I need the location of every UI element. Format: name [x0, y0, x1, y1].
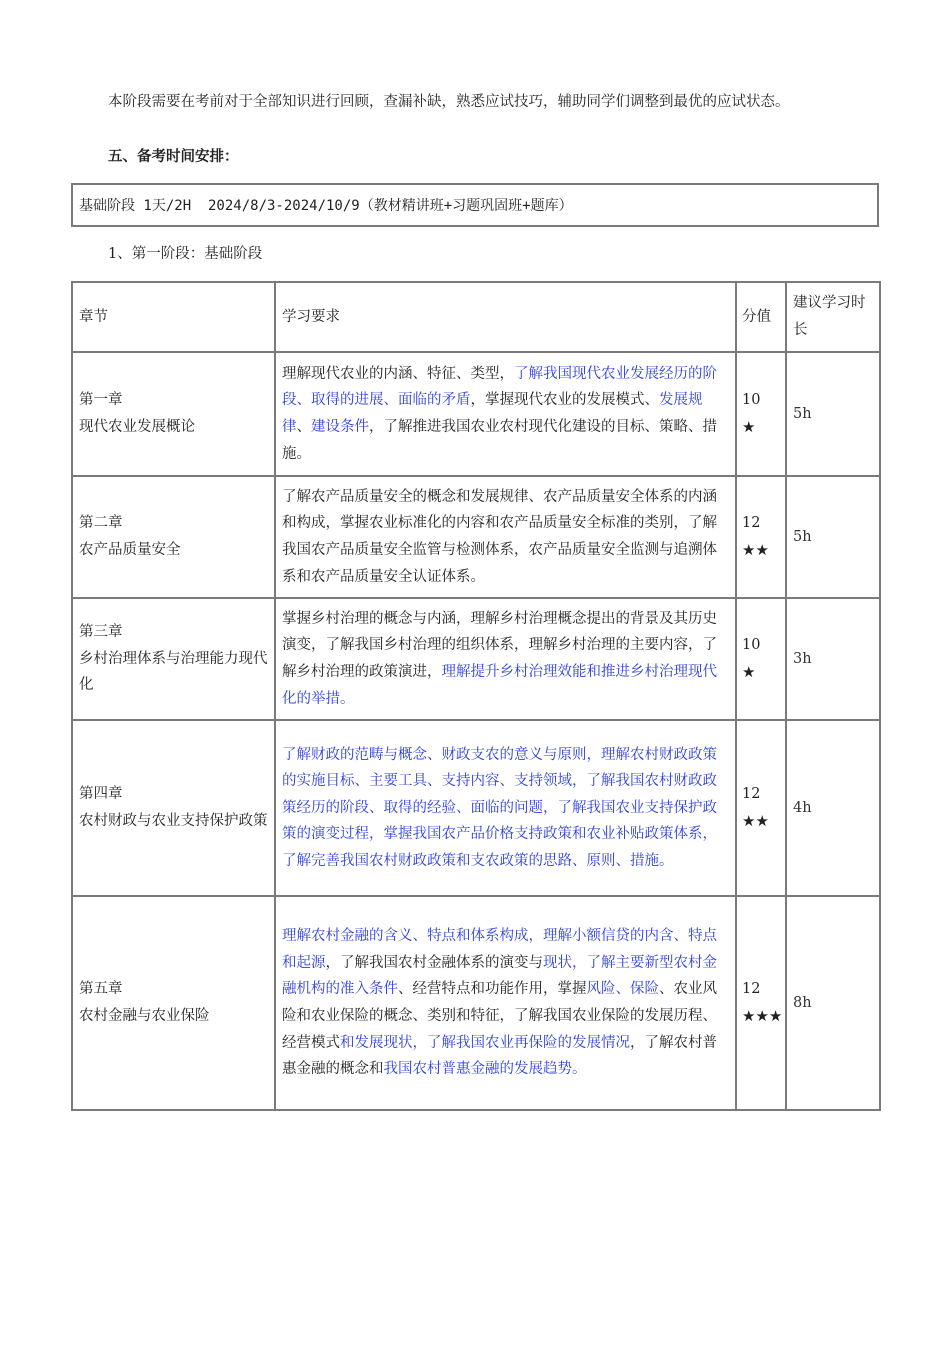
requirement-text-emphasis: 现状	[543, 954, 572, 971]
table-row	[72, 896, 880, 1110]
schedule-text: 基础阶段 1天/2H 2024/8/3-2024/10/9（教材精讲班+习题巩固班+题库）	[79, 198, 573, 214]
hours-cell: 8h	[786, 896, 880, 1110]
requirement-cell	[275, 720, 736, 896]
hours-cell: 3h	[786, 598, 880, 720]
chapter-title: 农村金融与农业保险	[79, 1008, 210, 1024]
chapter-title: 乡村治理体系与治理能力现代化	[79, 650, 268, 694]
score-value: 10	[742, 392, 761, 409]
requirement-cell	[275, 476, 736, 598]
score-cell	[736, 476, 786, 598]
chapter-number: 第五章	[79, 981, 123, 998]
requirement-text: ，了解我国农村金融体系的演变与	[325, 954, 543, 971]
requirement-text-emphasis: 了解我国现代农业发展经历的阶段、取得的进展、面临的矛盾	[282, 365, 717, 409]
requirement-text-emphasis: 理解农村金融的含义、特点和体系构成，理解小额信贷的内含、特点和起源	[282, 928, 717, 971]
requirement-text-emphasis: 风险、保险	[586, 981, 659, 998]
requirement-cell	[275, 896, 736, 1110]
requirement-text: 了解农产品质量安全的概念和发展规律、农产品质量安全体系的内涵和构成，掌握农业标准化的内容和农产品质量安全标准的类别，了解我国农产品质量安全监管与检测体系，农产品质量安全监测与追溯体系和农产品质量安全认证体系。	[282, 488, 717, 585]
requirement-text-emphasis: 我国农村普惠金融的发展趋势。	[383, 1061, 587, 1078]
table-row	[72, 720, 880, 896]
hours-cell: 5h	[786, 352, 880, 476]
chapter-title: 农村财政与农业支持保护政策	[79, 813, 268, 829]
score-value: 12	[742, 981, 761, 998]
intro-paragraph: 本阶段需要在考前对于全部知识进行回顾，查漏补缺，熟悉应试技巧，辅助同学们调整到最优的应试状态。	[108, 94, 790, 110]
star-rating-icon: ★★	[742, 812, 769, 830]
score-value: 10	[742, 637, 761, 654]
score-cell	[736, 720, 786, 896]
requirement-text-emphasis: 和发展现状，了解我国农业再保险的发展情况	[340, 1034, 630, 1051]
chapter-cell	[72, 896, 275, 1110]
requirement-text: 、经营特点和功能作用，掌握	[398, 981, 587, 998]
requirement-cell	[275, 598, 736, 720]
stage-heading: 1、第一阶段：基础阶段	[108, 246, 263, 262]
chapter-number: 第一章	[79, 392, 123, 409]
requirement-text: ，了解农村普惠金融的概念和	[282, 1034, 717, 1078]
chapter-title: 农产品质量安全	[79, 542, 181, 558]
requirement-text: 理解现代农业的内涵、特征、类型，	[282, 365, 514, 382]
header-requirement: 学习要求	[275, 282, 736, 352]
table-row	[72, 476, 880, 598]
chapter-title: 现代农业发展概论	[79, 419, 195, 435]
star-rating-icon: ★	[742, 663, 756, 681]
chapter-number: 第三章	[79, 624, 123, 641]
hours-cell: 5h	[786, 476, 880, 598]
requirement-text-emphasis: 建设条件	[311, 419, 369, 435]
table-row	[72, 352, 880, 476]
header-chapter: 章节	[72, 282, 275, 352]
section-heading: 五、备考时间安排：	[108, 148, 239, 165]
schedule-box	[71, 183, 879, 227]
requirement-text: 、	[296, 419, 311, 435]
star-rating-icon: ★	[742, 418, 756, 436]
table-row	[72, 598, 880, 720]
requirement-text: ，掌握现代农业的发展模式、	[470, 392, 659, 409]
requirement-text-emphasis: ，了解主要新型农村金融机构的准入条件	[282, 954, 717, 998]
requirement-cell	[275, 352, 736, 476]
star-rating-icon: ★★	[742, 541, 769, 559]
requirement-text-emphasis: 发展规律	[282, 392, 703, 435]
chapter-cell	[72, 720, 275, 896]
hours-cell: 4h	[786, 720, 880, 896]
score-cell	[736, 352, 786, 476]
chapter-cell	[72, 352, 275, 476]
score-value: 12	[742, 515, 761, 532]
chapter-cell	[72, 476, 275, 598]
requirement-text: ，了解推进我国农业农村现代化建设的目标、策略、措施。	[282, 419, 717, 462]
star-rating-icon: ★★★	[742, 1007, 783, 1025]
chapter-number: 第四章	[79, 786, 123, 803]
header-hours: 建议学习时长	[786, 282, 880, 352]
chapter-cell	[72, 598, 275, 720]
score-cell	[736, 598, 786, 720]
chapter-number: 第二章	[79, 515, 123, 532]
score-cell	[736, 896, 786, 1110]
requirement-text-emphasis: 理解提升乡村治理效能和推进乡村治理现代化的举措。	[282, 664, 717, 707]
syllabus-table	[71, 281, 881, 1111]
requirement-text-emphasis: 了解财政的范畴与概念、财政支农的意义与原则，理解农村财政政策的实施目标、主要工具、支持内容、支持领域，了解我国农村财政政策经历的阶段、取得的经验、面临的问题，了解我国农业支持保护政策的演变过程，掌握我国农产品价格支持政策和农业补贴政策体系，了解完善我国农村财政政策和支农政策的思路、原则、措施。	[282, 746, 717, 869]
table-header-row	[72, 282, 880, 352]
requirement-text: 掌握乡村治理的概念与内涵，理解乡村治理概念提出的背景及其历史演变，了解我国乡村治理的组织体系，理解乡村治理的主要内容，了解乡村治理的政策演进，	[282, 610, 717, 680]
header-score: 分值	[736, 282, 786, 352]
requirement-text: 、农业风险和农业保险的概念、类别和特征，了解我国农业保险的发展历程、经营模式	[282, 981, 717, 1051]
score-value: 12	[742, 786, 761, 803]
